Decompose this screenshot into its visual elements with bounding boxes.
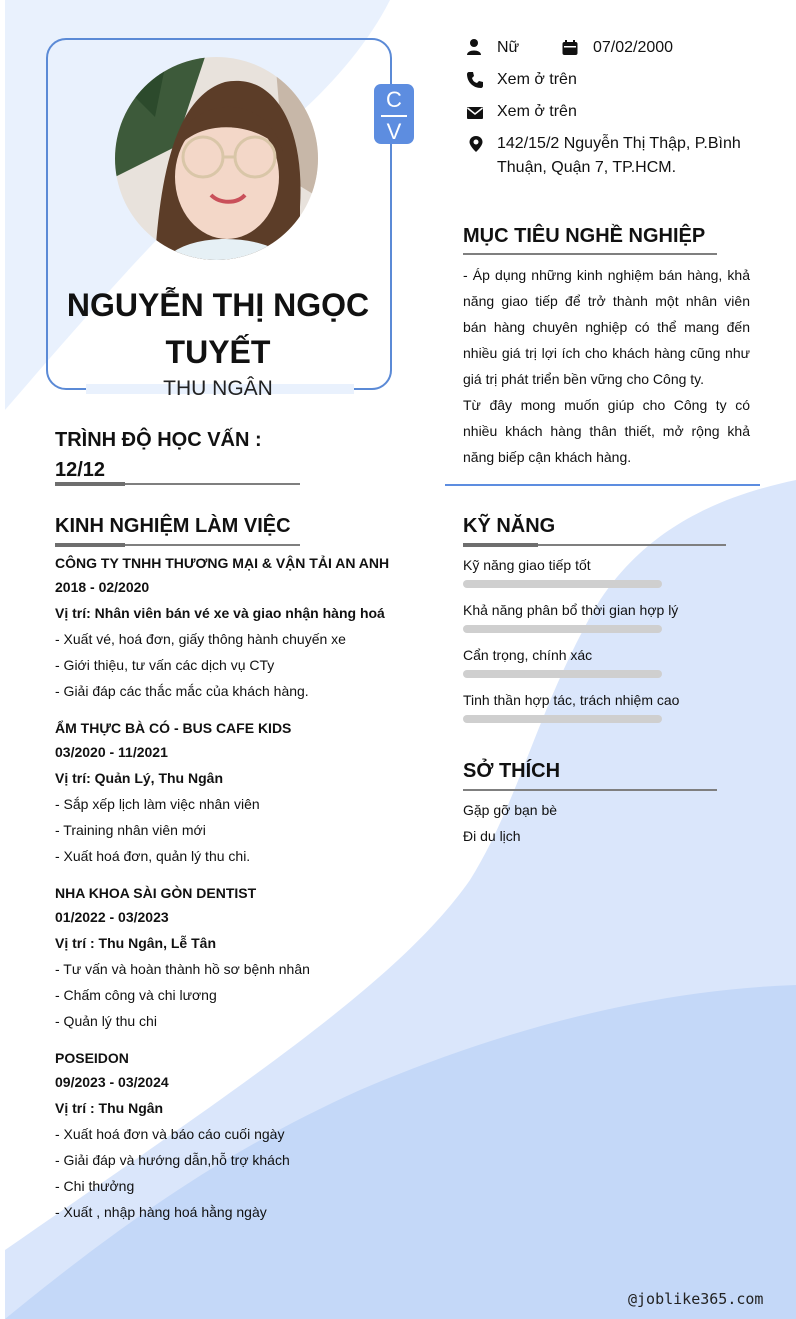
task-item: - Sắp xếp lịch làm việc nhân viên [55, 796, 260, 812]
avatar [115, 57, 318, 260]
employment-dates: 2018 - 02/2020 [55, 579, 150, 595]
task-item: - Training nhân viên mới [55, 822, 206, 838]
experience-item [55, 717, 415, 869]
cv-badge [374, 84, 414, 144]
task-item: - Xuất hoá đơn, quản lý thu chi. [55, 848, 251, 864]
skill-bar [463, 580, 662, 588]
skill-bar [463, 715, 662, 723]
experience-item [55, 882, 415, 1034]
education-section [55, 425, 262, 485]
address-value: 142/15/2 Nguyễn Thị Thập, P.Bình Thuận, Quận 7, TP.HCM. [497, 135, 741, 176]
watermark-text: @joblike365.com [628, 1290, 764, 1308]
hobbies-rule [463, 789, 717, 791]
skill-label: Tinh thần hợp tác, trách nhiệm cao [463, 692, 680, 708]
phone-value: Xem ở trên [497, 71, 577, 88]
person-icon [465, 38, 483, 56]
task-item: - Quản lý thu chi [55, 1013, 157, 1029]
cv-badge-bottom: V [386, 118, 402, 144]
company-name: ẨM THỰC BÀ CÓ - BUS CAFE KIDS [55, 720, 292, 736]
skills-rule-accent [463, 543, 538, 547]
hobby-item: Đi du lịch [463, 828, 521, 844]
task-item: - Xuất , nhập hàng hoá hằng ngày [55, 1204, 267, 1220]
task-item: - Xuất hoá đơn và báo cáo cuối ngày [55, 1126, 285, 1142]
company-name: CÔNG TY TNHH THƯƠNG MẠI & VẬN TẢI AN ANH [55, 555, 390, 571]
cv-badge-top: C [386, 87, 402, 112]
task-item: - Tư vấn và hoàn thành hồ sơ bệnh nhân [55, 961, 310, 977]
experience-item [55, 552, 415, 704]
objective-title-rule [463, 253, 717, 255]
objective-bottom-rule [445, 484, 760, 486]
position: Vị trí : Thu Ngân, Lễ Tân [55, 935, 216, 951]
task-item: - Chi thưởng [55, 1178, 135, 1194]
company-name: POSEIDON [55, 1050, 129, 1066]
gender-value: Nữ [497, 39, 520, 56]
task-item: - Giải đáp các thắc mắc của khách hàng. [55, 683, 309, 699]
job-title: THU NGÂN [163, 377, 273, 400]
skill-bar [463, 670, 662, 678]
skill-label: Cẩn trọng, chính xác [463, 647, 593, 663]
employment-dates: 01/2022 - 03/2023 [55, 909, 169, 925]
mail-icon [466, 104, 484, 122]
experience-rule-accent [55, 543, 125, 547]
experience-item [55, 1047, 415, 1225]
company-name: NHA KHOA SÀI GÒN DENTIST [55, 885, 257, 901]
location-pin-icon [467, 135, 485, 153]
skill-bar [463, 625, 662, 633]
calendar-icon [561, 39, 579, 57]
employment-dates: 09/2023 - 03/2024 [55, 1074, 169, 1090]
position: Vị trí: Quản Lý, Thu Ngân [55, 770, 223, 786]
skill-label: Kỹ năng giao tiếp tốt [463, 557, 591, 573]
employment-dates: 03/2020 - 11/2021 [55, 744, 168, 760]
objective-paragraph-2: Từ đây mong muốn giúp cho Công ty có nhiều khách hàng thân thiết, mở rộng khả năng biếp cận khách hàng. [463, 397, 750, 465]
candidate-name: NGUYỄN THỊ NGỌC TUYẾT [66, 287, 370, 370]
objective-paragraph-1: - Áp dụng những kinh nghiệm bán hàng, khả năng giao tiếp để trở thành một nhân viên bán hàng chuyên nghiệp có thể mang đến nhiều giá trị lợi ích cho khách hàng cũng như giá trị phát triển bền vững cho Công ty. [463, 267, 750, 387]
task-item: - Giải đáp và hướng dẫn,hỗ trợ khách [55, 1152, 290, 1168]
hobbies-title: SỞ THÍCH [463, 760, 561, 782]
cv-badge-divider [381, 115, 407, 117]
email-value: Xem ở trên [497, 103, 577, 120]
task-item: - Giới thiệu, tư vấn các dịch vụ CTy [55, 657, 275, 673]
skills-title: KỸ NĂNG [463, 515, 556, 537]
objective-text [463, 262, 750, 470]
position: Vị trí : Thu Ngân [55, 1100, 164, 1116]
task-item: - Xuất vé, hoá đơn, giấy thông hành chuyến xe [55, 631, 346, 647]
experience-title: KINH NGHIỆM LÀM VIỆC [55, 515, 291, 537]
education-title: TRÌNH ĐỘ HỌC VẤN : [55, 429, 262, 451]
position: Vị trí: Nhân viên bán vé xe và giao nhận hàng hoá [55, 605, 385, 621]
objective-title: MỤC TIÊU NGHỀ NGHIỆP [463, 225, 706, 247]
birthdate-value: 07/02/2000 [593, 39, 674, 56]
task-item: - Chấm công và chi lương [55, 987, 217, 1003]
education-value: 12/12 [55, 459, 106, 481]
phone-icon [466, 71, 484, 89]
skill-label: Khả năng phân bổ thời gian hợp lý [463, 602, 679, 618]
education-rule-accent [55, 482, 125, 486]
hobby-item: Gặp gỡ bạn bè [463, 802, 558, 818]
